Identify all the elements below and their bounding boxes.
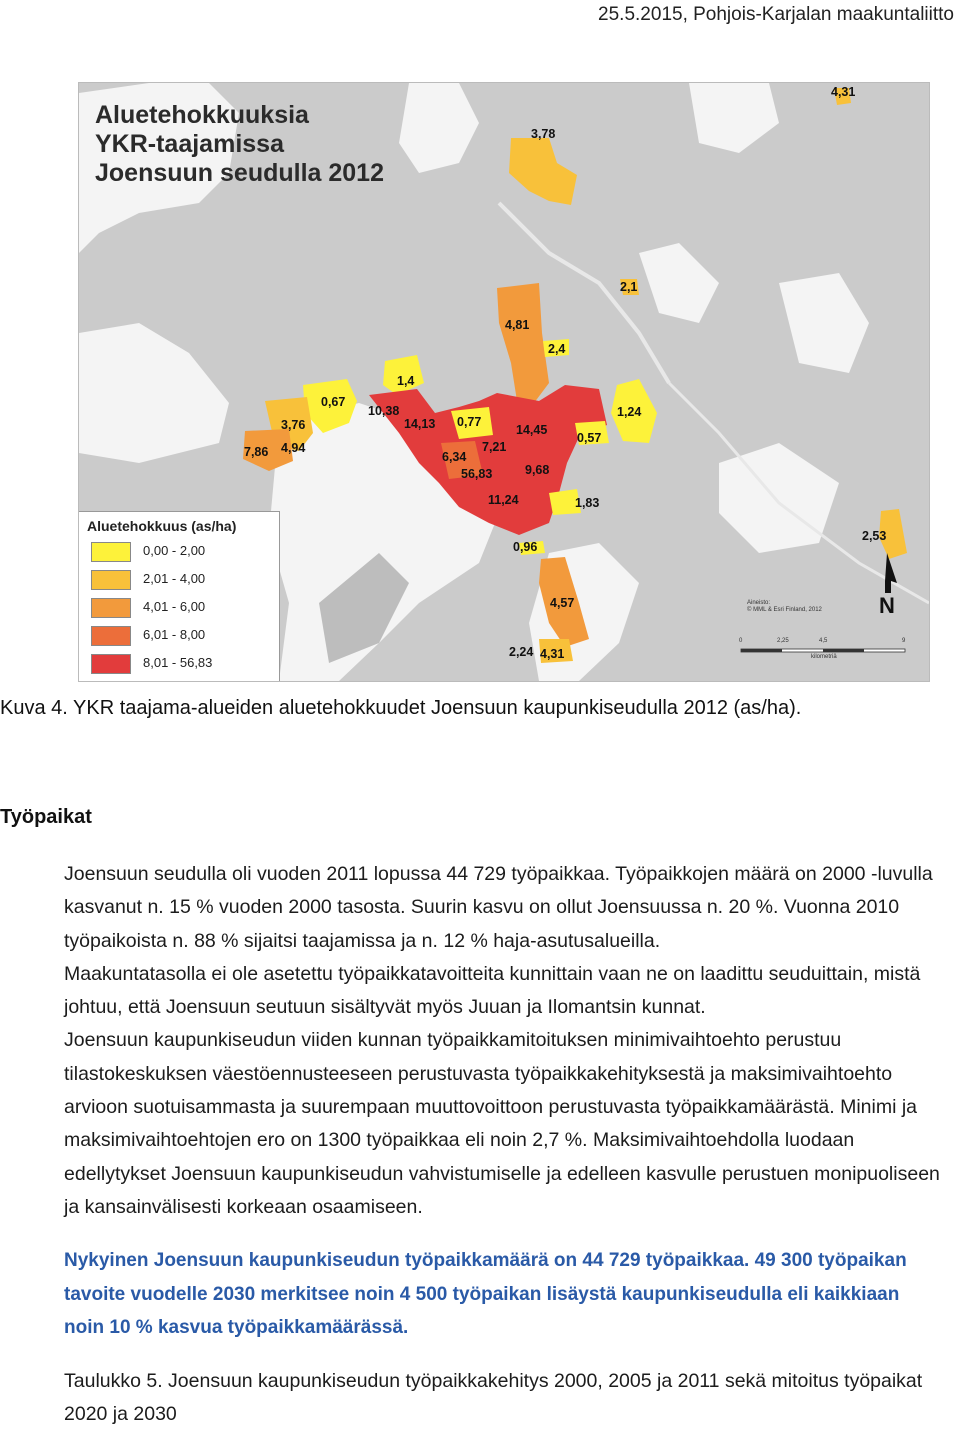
zone-label: 7,86 xyxy=(244,445,269,459)
zone-label: 0,77 xyxy=(457,415,482,429)
paragraph: Joensuun seudulla oli vuoden 2011 lopussa 44 729 työpaikkaa. Työpaikkojen määrä on 2000 -luvulla kasvanut n. 15 % vuoden 2000 tasosta. Suurin kasvu on ollut Joensuussa n. 20 %. Vuonna 2010 työpaikoista n. 88 % sijaitsi taajamissa ja n. 12 % haja-asutusalueilla. xyxy=(64,863,933,952)
map-title-line: Joensuun seudulla 2012 xyxy=(95,159,384,187)
credit-line: © MML & Esri Finland, 2012 xyxy=(747,607,822,613)
zone-label: 0,57 xyxy=(577,431,602,445)
paragraph: Joensuun kaupunkiseudun viiden kunnan työpaikkamitoituksen minimivaihtoehto perustuu tilastokeskuksen väestöennusteeseen perustuvasta työpaikkakehityksestä ja maksimivaihtoehto arvioon suotuisammasta ja suurempaan muuttovoittoon perustuvasta työpaikkamäärästä. Minimi ja maksimivaihtoehtojen ero on 1300 työpaikkaa eli noin 2,7 %. Maksimivaihtoehdolla luodaan edellytykset Joensuun kaupunkiseudun vahvistumiselle ja edelleen kasvulle perustuen monipuoliseen ja kansainvälisesti korkeaan osaamiseen. xyxy=(64,1029,940,1218)
legend-swatch xyxy=(91,570,131,590)
zone-label: 2,53 xyxy=(862,529,887,543)
zone-label: 4,31 xyxy=(540,647,565,661)
zone-label: 14,13 xyxy=(404,417,436,431)
legend-swatch xyxy=(91,598,131,618)
zone-label: 4,81 xyxy=(505,318,530,332)
scale-unit: kilometriä xyxy=(811,654,837,660)
zone-label: 0,67 xyxy=(321,395,346,409)
figure-caption: Kuva 4. YKR taajama-alueiden aluetehokkuudet Joensuun kaupunkiseudulla 2012 (as/ha). xyxy=(0,697,802,719)
zone-label: 3,76 xyxy=(281,418,306,432)
zone-label: 1,83 xyxy=(575,496,600,510)
legend-title: Aluetehokkuus (as/ha) xyxy=(87,518,237,534)
legend-swatch xyxy=(91,542,131,562)
zone-label: 4,31 xyxy=(831,85,856,99)
zone-label: 10,38 xyxy=(368,404,400,418)
legend-label: 4,01 - 6,00 xyxy=(143,599,206,614)
paragraph: Maakuntatasolla ei ole asetettu työpaikkatavoitteita kunnittain vaan ne on laadittu seuduittain, mistä johtuu, että Joensuun seutuun sisältyvät myös Juuan ja Ilomantsin kunnat. xyxy=(64,962,921,1019)
density-map xyxy=(78,82,930,682)
zone-label: 1,24 xyxy=(617,405,642,419)
scale-tick: 9 xyxy=(902,638,906,644)
zone-label: 2,24 xyxy=(509,645,534,659)
map-credit xyxy=(747,600,822,614)
table-caption: Taulukko 5. Joensuun kaupunkiseudun työpaikkakehitys 2000, 2005 ja 2011 sekä mitoitus työpaikat 2020 ja 2030 xyxy=(64,1370,923,1426)
map-legend xyxy=(79,511,280,682)
body-text xyxy=(64,858,952,1224)
highlight-box: Nykyinen Joensuun kaupunkiseudun työpaikkamäärä on 44 729 työpaikkaa. 49 300 työpaikan tavoite vuodelle 2030 merkitsee noin 4 500 työpaikan lisäystä kaupunkiseudulla eli kaikkiaan noin 10 % kasvua työpaikkamäärässä. xyxy=(64,1250,907,1338)
legend-label: 8,01 - 56,83 xyxy=(143,655,213,670)
scale-tick: 0 xyxy=(739,638,743,644)
map-title-line: Aluetehokkuuksia xyxy=(95,101,309,129)
zone-label: 7,21 xyxy=(482,440,507,454)
legend-swatch xyxy=(91,654,131,674)
zone-label: 6,34 xyxy=(442,450,467,464)
credit-line: Aineisto: xyxy=(747,600,771,606)
legend-label: 0,00 - 2,00 xyxy=(143,543,206,558)
page-header: 25.5.2015, Pohjois-Karjalan maakuntaliitto xyxy=(598,4,954,25)
zone-label: 4,57 xyxy=(550,596,575,610)
scale-tick: 2,25 xyxy=(777,638,789,644)
north-label: N xyxy=(879,593,895,618)
zone-label: 2,4 xyxy=(548,342,566,356)
zone-label: 4,94 xyxy=(281,441,306,455)
legend-label: 2,01 - 4,00 xyxy=(143,571,206,586)
zone-label: 3,78 xyxy=(531,127,556,141)
map-title-line: YKR-taajamissa xyxy=(95,130,284,158)
legend-swatch xyxy=(91,626,131,646)
legend-label: 6,01 - 8,00 xyxy=(143,627,206,642)
zone-label: 1,4 xyxy=(397,374,415,388)
scale-bar-graphic xyxy=(739,638,930,682)
zone-label: 14,45 xyxy=(516,423,548,437)
map-title xyxy=(95,101,384,188)
zone-label: 0,96 xyxy=(513,540,538,554)
section-heading: Työpaikat xyxy=(0,806,92,828)
zone-label: 2,1 xyxy=(620,280,638,294)
zone-label: 11,24 xyxy=(488,493,519,507)
scale-tick: 4,5 xyxy=(819,638,828,644)
zone-label: 56,83 xyxy=(461,467,493,481)
zone-label: 9,68 xyxy=(525,463,550,477)
scale-bar xyxy=(739,638,909,662)
